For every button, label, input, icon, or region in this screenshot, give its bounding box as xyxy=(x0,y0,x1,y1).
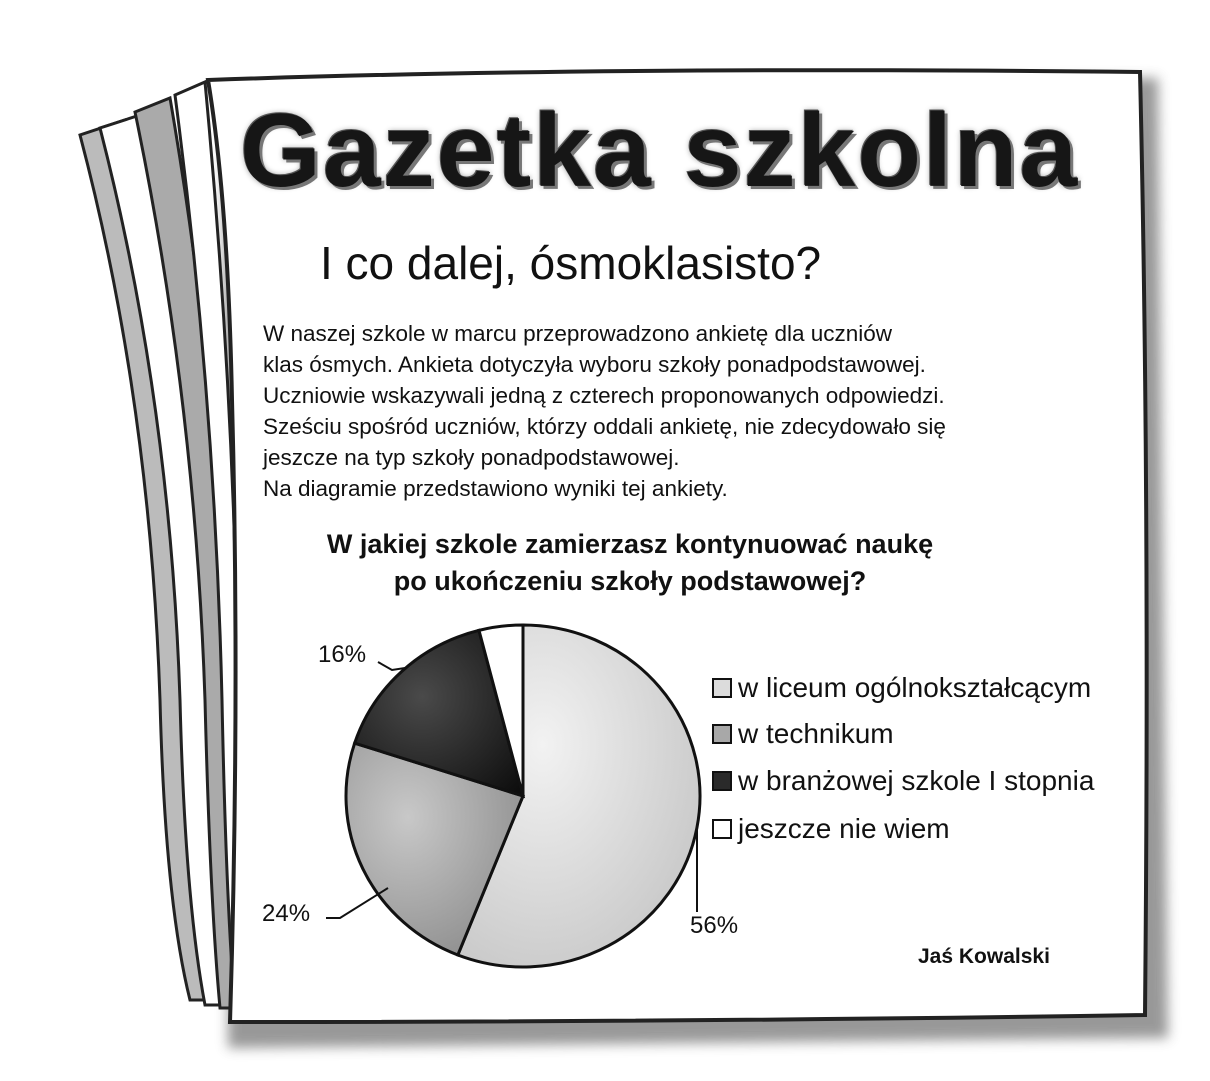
article-headline: I co dalej, ósmoklasisto? xyxy=(320,237,822,289)
legend-label: w branżowej szkole I stopnia xyxy=(738,765,1095,796)
paragraph-line: Na diagramie przedstawiono wyniki tej ankiety. xyxy=(263,476,728,501)
legend-item xyxy=(712,765,1094,797)
legend-swatch xyxy=(712,819,732,839)
author-name: Jaś Kowalski xyxy=(918,945,1050,968)
legend-item xyxy=(712,672,1091,704)
legend-swatch xyxy=(712,771,732,791)
legend-item xyxy=(712,718,894,750)
paragraph-line: W naszej szkole w marcu przeprowadzono ankietę dla uczniów xyxy=(263,321,893,346)
chart-title-line: po ukończeniu szkoły podstawowej? xyxy=(393,566,867,596)
paragraph-line: Sześciu spośród uczniów, którzy oddali ankietę, nie zdecydowało się xyxy=(263,414,946,439)
legend-label: jeszcze nie wiem xyxy=(738,813,950,844)
data-label-24: 24% xyxy=(262,900,311,927)
data-label-56: 56% xyxy=(690,912,739,939)
paragraph-line: Uczniowie wskazywali jedną z czterech proponowanych odpowiedzi. xyxy=(263,383,945,408)
paragraph-line: jeszcze na typ szkoły ponadpodstawowej. xyxy=(263,445,680,470)
chart-title-line: W jakiej szkole zamierzasz kontynuować naukę xyxy=(326,529,934,559)
legend-label: w liceum ogólnokształcącym xyxy=(738,672,1092,703)
legend-item xyxy=(712,813,950,845)
paragraph-line: klas ósmych. Ankieta dotyczyła wyboru szkoły ponadpodstawowej. xyxy=(263,352,926,377)
chart-title xyxy=(0,526,1210,600)
legend-label: w technikum xyxy=(738,718,894,749)
legend-swatch xyxy=(712,678,732,698)
newspaper-title: Gazetka szkolna xyxy=(240,93,1080,209)
data-label-16: 16% xyxy=(318,641,367,668)
legend-swatch xyxy=(712,724,732,744)
pie-chart xyxy=(346,625,700,967)
